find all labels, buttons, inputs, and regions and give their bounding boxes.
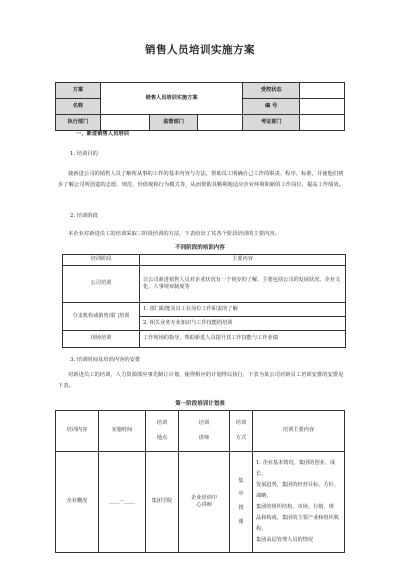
- supervise-dept-label: 监督部门: [149, 115, 198, 131]
- supervise-dept-value: [198, 115, 243, 131]
- plan-header-table: [55, 82, 345, 131]
- plan-cell-place: 集团学院: [146, 452, 179, 553]
- number-label: 编 号: [243, 99, 300, 115]
- stage-cell: 公司培训: [63, 266, 140, 303]
- plan-cell-trainer: 企业培训中 心讲师: [179, 452, 230, 553]
- exec-dept-label: 执行部门: [56, 115, 101, 131]
- plan-name-label-bottom: 名称: [56, 99, 101, 115]
- plan-name-value: 销售人员培训实施方案: [100, 83, 242, 115]
- content-header: 主要内容: [140, 255, 346, 266]
- plan-table-caption: 第一阶段培训计划表: [175, 401, 225, 407]
- content-cell: 工作现场的指导，帮助新进人员提升其工作技能与工作业绩: [140, 331, 346, 348]
- number-value: [300, 99, 345, 115]
- paragraph-1: 使新进公司的销售人员了解所从事的工作的基本内容与方法，帮助员工明确自己工作的职责、程序、标准，并使他们初步了解公司所创造的志愿、规范、价值观和行为模式等，从而帮助其顺利地适应企业环境和新的工作岗位，提高工作绩效。: [58, 171, 345, 188]
- control-status-value: [300, 83, 345, 99]
- document-title: 销售人员培训实施方案: [145, 44, 255, 56]
- control-status-label: 受控状态: [243, 83, 300, 99]
- paragraph-2: 本企业对新进员工的培训采取三阶段培训的方法，下表给出了其各个阶段培训的主要内容。: [68, 231, 280, 237]
- stage-header: 培训阶段: [63, 255, 140, 266]
- plan-col-trainer: 培训 讲师: [179, 411, 230, 452]
- paragraph-3: 对新进员工的培训，人力资源部应事先制订计划，使得相应的计划得以执行，下表为某公司对新员工培训安排的安排见下表。: [58, 372, 344, 389]
- content-cell: 2. 相关业务专业知识与工作技能的培训: [140, 317, 346, 331]
- item-heading-3: 3. 培训时间及培训内容的安排: [70, 357, 141, 363]
- plan-col-time: 实施时间: [99, 411, 146, 452]
- stage-cell: 现场培训: [63, 331, 140, 348]
- plan-cell-method: 集 中 授 课: [230, 452, 253, 553]
- stage-table: [62, 254, 346, 348]
- stage-cell: 分支机构或销售部门培训: [63, 303, 140, 331]
- plan-table: [55, 410, 345, 553]
- plan-cell-time: ____－____: [99, 452, 146, 553]
- item-heading-1: 1. 培训目的: [70, 151, 98, 157]
- content-cell: 1. 部门职能及员工在岗位工作职责的了解: [140, 303, 346, 317]
- item-heading-2: 2. 培训阶段: [70, 213, 98, 219]
- plan-cell-main: 1. 企业基本情况，集团的创业、成长、 发展趋势，集团的经营目标、方针、战略， 集团的组织结构、市场、行销、规 品和构成，集团的主要产业和组织机构， 集团高层管理人员的情况: [253, 452, 345, 553]
- stage-table-caption: 不同阶段的培训内容: [175, 245, 225, 251]
- plan-col-main: 培训主要内容: [253, 411, 345, 452]
- plan-col-content: 培训内容: [56, 411, 99, 452]
- plan-cell-content: 企业概况: [56, 452, 99, 553]
- section-heading: 一、新进销售人员培训: [76, 131, 129, 137]
- assess-dept-value: [300, 115, 345, 131]
- plan-col-method: 培训 方式: [230, 411, 253, 452]
- plan-col-place: 培训 地点: [146, 411, 179, 452]
- plan-name-label-top: 方案: [56, 83, 101, 99]
- assess-dept-label: 考证部门: [243, 115, 300, 131]
- content-cell: 让公司新进销售人员对企业状况有一个初步的了解，主要包括公司的发展状况、企业文化、人事规章制度等: [140, 266, 346, 303]
